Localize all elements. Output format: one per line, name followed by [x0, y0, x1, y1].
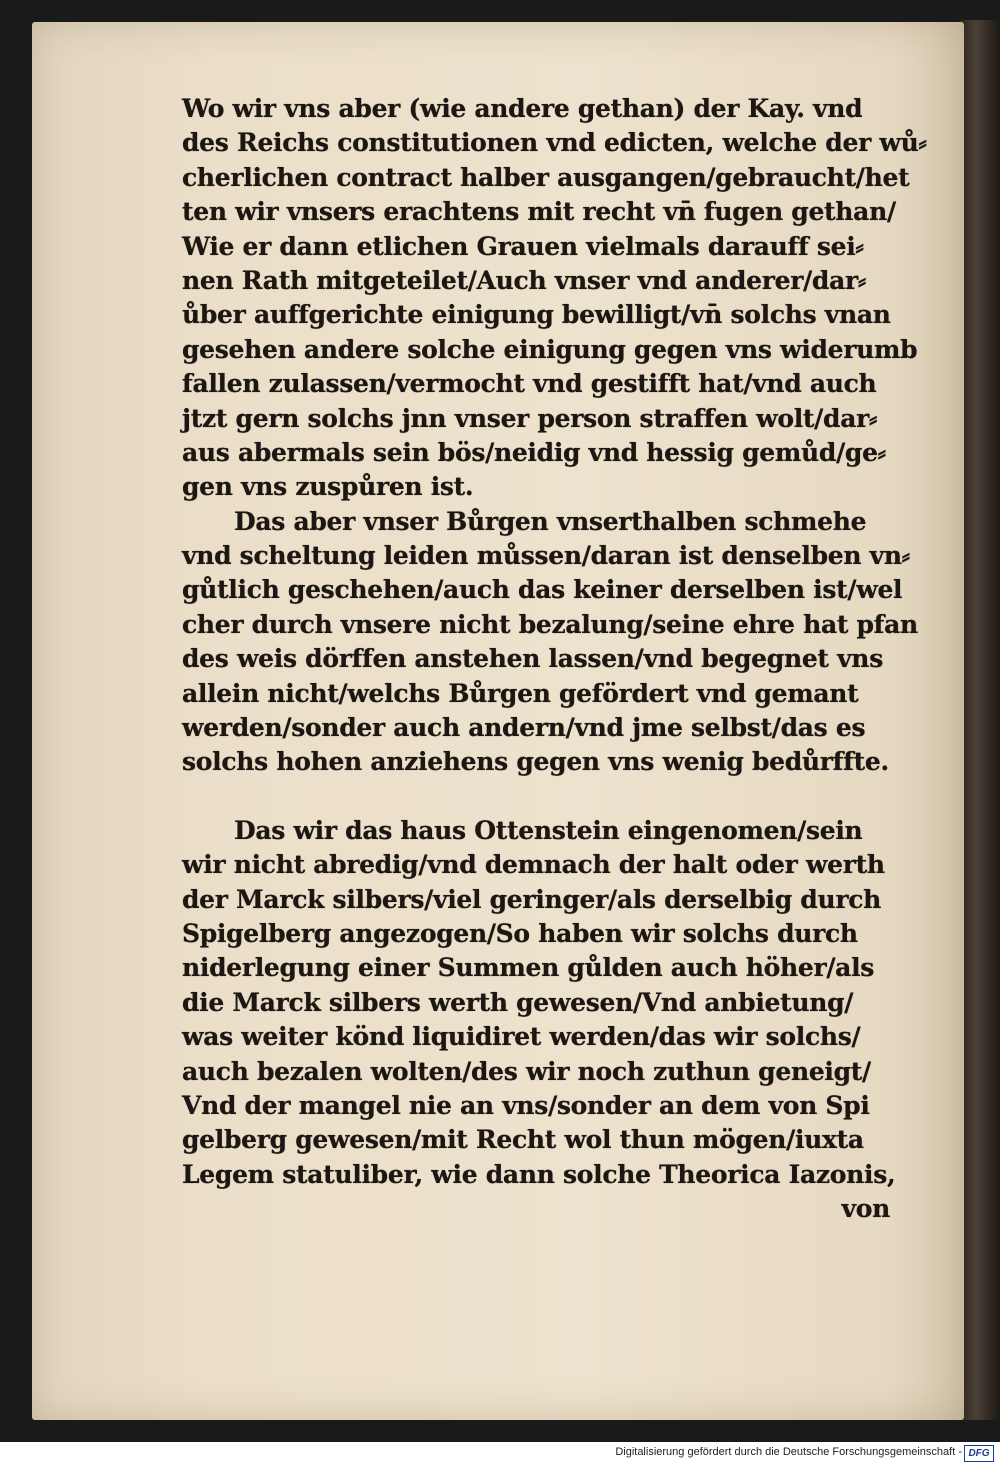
paragraph-gap	[182, 780, 912, 814]
text-line: Legem statuliber, wie dann solche Theorica Iazonis,	[182, 1159, 896, 1189]
text-line: ůber auffgerichte einigung bewilligt/vn̄ solchs vnan	[182, 300, 891, 330]
text-line: der Marck silbers/viel geringer/als derselbig durch	[182, 884, 882, 914]
text-line: aus abermals sein bös/neidig vnd hessig gemůd/ge⸗	[182, 437, 886, 467]
text-line: Das wir das haus Ottenstein eingenomen/sein	[234, 815, 863, 845]
text-line: vnd scheltung leiden můssen/daran ist denselben vn⸗	[182, 541, 910, 571]
page-text	[182, 92, 927, 1227]
paragraph-3	[182, 814, 912, 1192]
dfg-logo-icon: DFG	[964, 1445, 994, 1462]
text-line: Spigelberg angezogen/So haben wir solchs durch	[182, 918, 858, 948]
text-line: ten wir vnsers erachtens mit recht vn̄ fugen gethan/	[182, 197, 896, 227]
book-page	[32, 22, 964, 1420]
text-line: Wo wir vns aber (wie andere gethan) der Kay. vnd	[182, 94, 863, 123]
text-line: die Marck silbers werth gewesen/Vnd anbietung/	[182, 987, 854, 1017]
text-line: solchs hohen anziehens gegen vns wenig bedůrffte.	[182, 747, 889, 777]
text-line: cherlichen contract halber ausgangen/gebraucht/het	[182, 162, 910, 192]
text-line: cher durch vnsere nicht bezalung/seine ehre hat pfan	[182, 609, 918, 639]
text-line: des weis dörffen anstehen lassen/vnd begegnet vns	[182, 644, 883, 674]
text-line: Wie er dann etlichen Grauen vielmals darauff sei⸗	[182, 231, 864, 261]
text-line: auch bezalen wolten/des wir noch zuthun geneigt/	[182, 1056, 871, 1086]
text-line: niderlegung einer Summen gůlden auch höher/als	[182, 953, 875, 983]
catchword: von	[841, 1194, 890, 1224]
text-line: gůtlich geschehen/auch das keiner derselben ist/wel	[182, 575, 903, 605]
funding-credit: Digitalisierung gefördert durch die Deutsche Forschungsgemeinschaft -	[615, 1446, 962, 1458]
text-line: fallen zulassen/vermocht vnd gestifft hat/vnd auch	[182, 369, 877, 399]
digitization-footer	[0, 1442, 1000, 1465]
text-line: Das aber vnser Bůrgen vnserthalben schmehe	[234, 506, 867, 536]
paragraph-1	[182, 92, 927, 505]
text-line: allein nicht/welchs Bůrgen gefördert vnd gemant	[182, 678, 859, 708]
text-line: jtzt gern solchs jnn vnser person straffen wolt/dar⸗	[182, 403, 877, 433]
paragraph-2	[182, 505, 918, 780]
book-binding-edge	[960, 20, 1000, 1420]
text-line: gelberg gewesen/mit Recht wol thun mögen/iuxta	[182, 1125, 864, 1155]
text-line: gen vns zuspůren ist.	[182, 472, 474, 502]
text-line: wir nicht abredig/vnd demnach der halt oder werth	[182, 850, 885, 880]
text-line: werden/sonder auch andern/vnd jme selbst/das es	[182, 713, 866, 743]
text-line: Vnd der mangel nie an vns/sonder an dem von Spi	[182, 1090, 870, 1120]
text-line: gesehen andere solche einigung gegen vns widerumb	[182, 334, 918, 364]
text-line: nen Rath mitgeteilet/Auch vnser vnd anderer/dar⸗	[182, 265, 866, 295]
text-line: was weiter könd liquidiret werden/das wir solchs/	[182, 1022, 861, 1052]
text-line: des Reichs constitutionen vnd edicten, welche der wů⸗	[182, 128, 927, 158]
